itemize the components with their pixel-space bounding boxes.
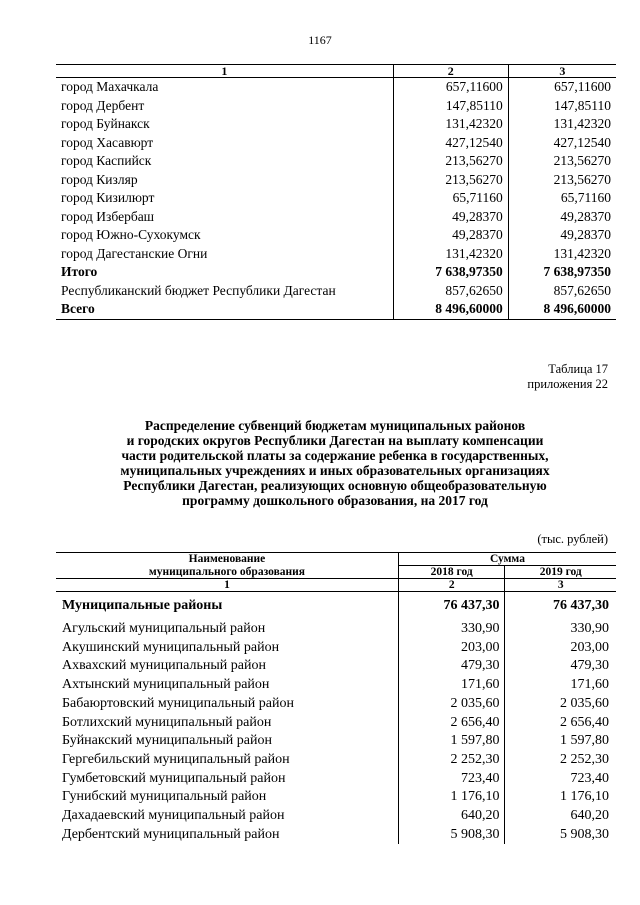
row-value-2018: 479,30 [398, 657, 505, 676]
table-row [56, 695, 616, 714]
row-value-2018: 2 035,60 [398, 695, 505, 714]
title-line: и городских округов Республики Дагестан на выплату компенсации [126, 433, 544, 448]
grand-total-row [56, 300, 616, 319]
row-value-2: 131,42320 [393, 115, 508, 134]
row-value-2018: 723,40 [398, 770, 505, 789]
row-value-2019: 5 908,30 [505, 826, 616, 845]
row-name: Дербентский муниципальный район [62, 826, 280, 842]
row-value-3: 657,11600 [508, 78, 616, 97]
row-value-2019: 1 597,80 [505, 732, 616, 751]
row-value-2: 7 638,97350 [393, 263, 508, 282]
header-year-2018: 2018 год [398, 566, 505, 579]
row-value-2019: 640,20 [505, 807, 616, 826]
table-row [56, 152, 616, 171]
row-value-2019: 479,30 [505, 657, 616, 676]
column-number-1: 1 [56, 579, 398, 592]
table-row [56, 282, 616, 301]
table-row [56, 807, 616, 826]
row-value-3: 857,62650 [508, 282, 616, 301]
row-value-3: 131,42320 [508, 245, 616, 264]
row-value-2019: 76 437,30 [505, 592, 616, 621]
column-number-2: 2 [393, 65, 508, 78]
row-value-2018: 2 656,40 [398, 714, 505, 733]
row-name: Дахадаевский муниципальный район [62, 808, 285, 824]
subvention-table [56, 552, 616, 844]
row-value-3: 213,56270 [508, 171, 616, 190]
row-value-3: 7 638,97350 [508, 263, 616, 282]
row-value-2019: 723,40 [505, 770, 616, 789]
table-row [56, 171, 616, 190]
row-name: Гергебильский муниципальный район [62, 751, 290, 767]
row-name: город Южно-Сухокумск [61, 227, 201, 242]
table-row [56, 770, 616, 789]
table-label [527, 362, 608, 392]
row-value-2: 49,28370 [393, 226, 508, 245]
table-row [56, 657, 616, 676]
table-label-line: приложения 22 [527, 377, 608, 391]
table-row [56, 788, 616, 807]
title-line: Республики Дагестан, реализующих основную общеобразовательную [123, 478, 547, 493]
row-name: Акушинский муниципальный район [62, 639, 280, 655]
table-label-line: Таблица 17 [548, 362, 608, 376]
column-number-row [56, 579, 616, 592]
table-row [56, 78, 616, 97]
header-year-2019: 2019 год [505, 566, 616, 579]
row-name: Ахвахский муниципальный район [62, 658, 266, 674]
table-row [56, 134, 616, 153]
title-line: части родительской платы за содержание ребенка в государственных, [121, 448, 549, 463]
row-name: Бабаюртовский муниципальный район [62, 695, 294, 711]
row-value-2: 147,85110 [393, 97, 508, 116]
table-row [56, 732, 616, 751]
row-value-2019: 330,90 [505, 620, 616, 639]
row-value-2019: 171,60 [505, 676, 616, 695]
row-name: Гунибский муниципальный район [62, 789, 267, 805]
row-name: Гумбетовский муниципальный район [62, 770, 286, 786]
header-name: муниципального образования [148, 565, 306, 578]
row-value-2018: 5 908,30 [398, 826, 505, 845]
row-value-2018: 2 252,30 [398, 751, 505, 770]
row-value-3: 49,28370 [508, 208, 616, 227]
row-name: город Дагестанские Огни [61, 245, 208, 261]
header-sum: Сумма [398, 553, 616, 566]
table-row [56, 245, 616, 264]
total-row [56, 263, 616, 282]
row-name: Ботлихский муниципальный район [62, 714, 272, 730]
row-name: Республиканский бюджет Республики Дагестан [61, 282, 336, 298]
row-value-2: 8 496,60000 [393, 300, 508, 319]
title-line: муниципальных учреждениях и иных образовательных организациях [120, 463, 550, 478]
title-line: программу дошкольного образования, на 2017 год [182, 493, 488, 508]
row-value-2: 857,62650 [393, 282, 508, 301]
row-value-2018: 1 176,10 [398, 788, 505, 807]
table-row [56, 826, 616, 845]
table-header-row [56, 566, 616, 579]
table-row [56, 676, 616, 695]
row-name: город Буйнакск [61, 116, 150, 131]
column-number-2: 2 [398, 579, 505, 592]
row-value-2018: 1 597,80 [398, 732, 505, 751]
row-name: город Избербаш [61, 208, 155, 224]
row-value-2: 427,12540 [393, 134, 508, 153]
row-value-2: 131,42320 [393, 245, 508, 264]
row-name: город Дербент [61, 97, 145, 113]
row-value-2018: 330,90 [398, 620, 505, 639]
row-value-2018: 76 437,30 [398, 592, 505, 621]
row-name: город Каспийск [61, 153, 152, 168]
table-header-row [56, 65, 616, 78]
table-row [56, 620, 616, 639]
column-number-3: 3 [505, 579, 616, 592]
table-row [56, 189, 616, 208]
row-name: Всего [56, 300, 393, 319]
table-row [56, 115, 616, 134]
table-row [56, 714, 616, 733]
row-value-3: 427,12540 [508, 134, 616, 153]
title-line: Распределение субвенций бюджетам муниципальных районов [144, 418, 526, 433]
city-budget-table [56, 64, 616, 320]
row-value-2018: 640,20 [398, 807, 505, 826]
row-value-2019: 2 656,40 [505, 714, 616, 733]
row-value-2: 657,11600 [393, 78, 508, 97]
row-value-2: 49,28370 [393, 208, 508, 227]
table-row [56, 97, 616, 116]
column-number-3: 3 [508, 65, 616, 78]
table-header-row [56, 553, 616, 566]
row-value-2018: 171,60 [398, 676, 505, 695]
row-name: Итого [61, 264, 98, 279]
header-name: Наименование [56, 553, 398, 566]
table-row [56, 226, 616, 245]
row-value-2: 65,71160 [393, 189, 508, 208]
row-value-2019: 2 035,60 [505, 695, 616, 714]
table-row [56, 639, 616, 658]
table-row [56, 751, 616, 770]
row-value-2: 213,56270 [393, 171, 508, 190]
row-value-3: 65,71160 [508, 189, 616, 208]
row-value-2019: 2 252,30 [505, 751, 616, 770]
row-value-2018: 203,00 [398, 639, 505, 658]
row-value-2019: 203,00 [505, 639, 616, 658]
column-number-1: 1 [56, 65, 393, 78]
table-row [56, 208, 616, 227]
units-label: (тыс. рублей) [537, 532, 608, 546]
page-number: 1167 [308, 33, 332, 47]
row-value-3: 147,85110 [508, 97, 616, 116]
row-value-2019: 1 176,10 [505, 788, 616, 807]
row-value-3: 213,56270 [508, 152, 616, 171]
row-value-3: 8 496,60000 [508, 300, 616, 319]
row-name: город Хасавюрт [61, 134, 154, 150]
row-name: Буйнакский муниципальный район [62, 733, 272, 749]
row-value-2: 213,56270 [393, 152, 508, 171]
row-value-3: 131,42320 [508, 115, 616, 134]
row-name: город Кизляр [61, 171, 138, 187]
row-name: город Махачкала [61, 79, 159, 94]
row-name: город Кизилюрт [61, 190, 155, 205]
document-title [80, 418, 590, 508]
subtotal-row [56, 592, 616, 621]
row-name: Агульский муниципальный район [62, 621, 266, 636]
row-value-3: 49,28370 [508, 226, 616, 245]
row-name: Ахтынский муниципальный район [62, 677, 270, 693]
row-name: Муниципальные районы [62, 598, 223, 613]
